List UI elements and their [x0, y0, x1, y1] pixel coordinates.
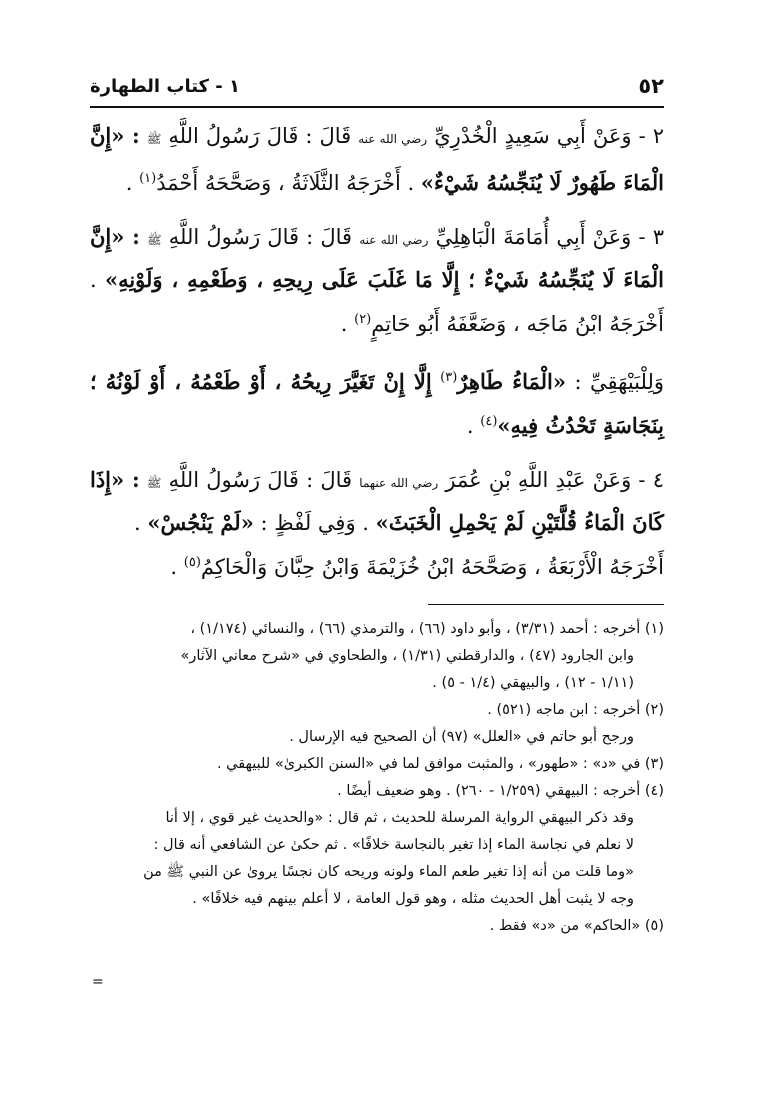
footnotes [86, 616, 664, 940]
hadith-3 [90, 217, 664, 344]
footnote-rule [428, 604, 664, 605]
hadith-4 [90, 460, 664, 587]
hadith-said: قَالَ : قَالَ رَسُولُ اللَّهِ [168, 225, 353, 249]
footnote-line: (٣) في «د» : «طهور» ، والمثبت موافق لما في «السنن الكبرىٰ» للبيهقي . [216, 756, 664, 772]
hadith-source: أَخْرَجَهُ الْأَرْبَعَةُ ، وَصَحَّحَهُ ابْنُ خُزَيْمَةَ وَابْنُ حِبَّانَ وَالْحَاكِمُ [200, 555, 664, 579]
sentence-end: . [134, 511, 141, 535]
continuation-mark: = [92, 974, 104, 990]
page-number: ٥٢ [638, 74, 664, 98]
footnote-line: لا نعلم في نجاسة الماء إذا تغير بالنجاسة خلافًا» . ثم حكىٰ عن الشافعي أنه قال : [153, 837, 634, 853]
honorific: رضي الله عنه [358, 132, 428, 146]
sentence-end: . [340, 312, 348, 336]
hadith-quote: : «إِذَا كَانَ الْمَاءُ قُلَّتَيْنِ لَمْ يَحْمِلِ الْخَبَثَ» [90, 467, 664, 535]
hadith-quote: : «إِنَّ الْمَاءَ طَهُورٌ لَا يُنَجِّسُهُ شَيْءٌ» [90, 123, 664, 195]
hadith-source: . أَخْرَجَهُ ابْنُ مَاجَه ، وَضَعَّفَهُ أَبُو حَاتِمٍ [90, 268, 664, 336]
footnote-ref: (٤) [480, 414, 498, 429]
hadith-intro: ٢ - وَعَنْ أَبِي سَعِيدٍ الْخُدْرِيِّ [434, 124, 664, 148]
footnote-line: (١/١١ - ١٢) ، والبيهقي (١/٤ - ٥) . [432, 675, 634, 691]
hadith-intro: ٤ - وَعَنْ عَبْدِ اللَّهِ بْنِ عُمَرَ [445, 468, 664, 492]
footnote-ref: (٣) [440, 370, 458, 385]
honorific: رضي الله عنهما [359, 476, 439, 490]
footnote-ref: (٥) [183, 555, 201, 570]
variant-lead: وَلِلْبَيْهَقِيِّ : [574, 370, 664, 394]
sentence-end: . [125, 171, 133, 195]
hadith-2 [90, 116, 664, 203]
footnote-line: (٤) أخرجه : البيهقي (١/٢٥٩ - ٢٦٠) . وهو ضعيف أيضًا . [337, 783, 664, 799]
variant-quote-1: «الْمَاءُ طَاهِرٌ [457, 369, 566, 394]
hadith-said: قَالَ : قَالَ رَسُولُ اللَّهِ [168, 468, 353, 492]
footnote-line: ورجح أبو حاتم في «العلل» (٩٧) أن الصحيح فيه الإرسال . [289, 729, 634, 745]
footnote-ref: (١) [139, 171, 157, 186]
footnote-line: وابن الجارود (٤٧) ، والدارقطني (١/٣١) ، والطحاوي في «شرح معاني الآثار» [180, 648, 634, 664]
header-rule [90, 106, 664, 108]
chapter-title: ١ - كتاب الطهارة [90, 75, 241, 97]
footnote-line: (٥) «الحاكم» من «د» فقط . [489, 918, 664, 934]
sentence-end: . [170, 555, 178, 579]
salutation: ﷺ [147, 233, 162, 247]
variant-quote: «لَمْ يَنْجُسْ» [147, 510, 254, 535]
running-header [90, 66, 664, 106]
honorific: رضي الله عنه [359, 233, 429, 247]
footnote-line: (١) أخرجه : أحمد (٣/٣١) ، وأبو داود (٦٦) ، والترمذي (٦٦) ، والنسائي (١/١٧٤) ، [190, 621, 664, 637]
footnote-line: وجه لا يثبت أهل الحديث مثله ، وهو قول العامة ، لا أعلم بينهم فيه خلافًا» . [192, 891, 634, 907]
footnote-line: وقد ذكر البيهقي الرواية المرسلة للحديث ، ثم قال : «والحديث غير قوي ، إلا أنا [165, 810, 634, 826]
main-text [90, 116, 664, 601]
salutation: ﷺ [146, 476, 162, 490]
hadith-source: . أَخْرَجَهُ الثَّلَاثَةُ ، وَصَحَّحَهُ أَحْمَدُ [156, 171, 415, 195]
footnote-line: «وما قلت من أنه إذا تغير طعم الماء ولونه وريحه كان نجسًا يروىٰ عن النبي ﷺ من [143, 864, 634, 880]
hadith-intro: ٣ - وَعَنْ أَبِي أُمَامَةَ الْبَاهِلِيِّ [435, 225, 664, 249]
variant-lead: . وَفِي لَفْظٍ : [260, 511, 369, 535]
footnote-line: (٢) أخرجه : ابن ماجه (٥٢١) . [487, 702, 664, 718]
footnote-ref: (٢) [354, 312, 372, 327]
hadith-quote: : «إِنَّ الْمَاءَ لَا يُنَجِّسُهُ شَيْءٌ ؛ إِلَّا مَا غَلَبَ عَلَى رِيحِهِ ، وَطَعْمِهِ ، وَلَوْنِهِ» [90, 224, 664, 292]
salutation: ﷺ [146, 132, 162, 146]
variant-quote-2: إِلَّا إِنْ تَغَيَّرَ رِيحُهُ ، أَوْ طَعْمُهُ ، أَوْ لَوْنُهُ ؛ بِنَجَاسَةٍ تَحْدُثُ فِيهِ» [90, 369, 664, 438]
sentence-end: . [466, 414, 474, 438]
bayhaqi-variant [90, 358, 664, 446]
hadith-said: قَالَ : قَالَ رَسُولُ اللَّهِ [168, 124, 352, 148]
